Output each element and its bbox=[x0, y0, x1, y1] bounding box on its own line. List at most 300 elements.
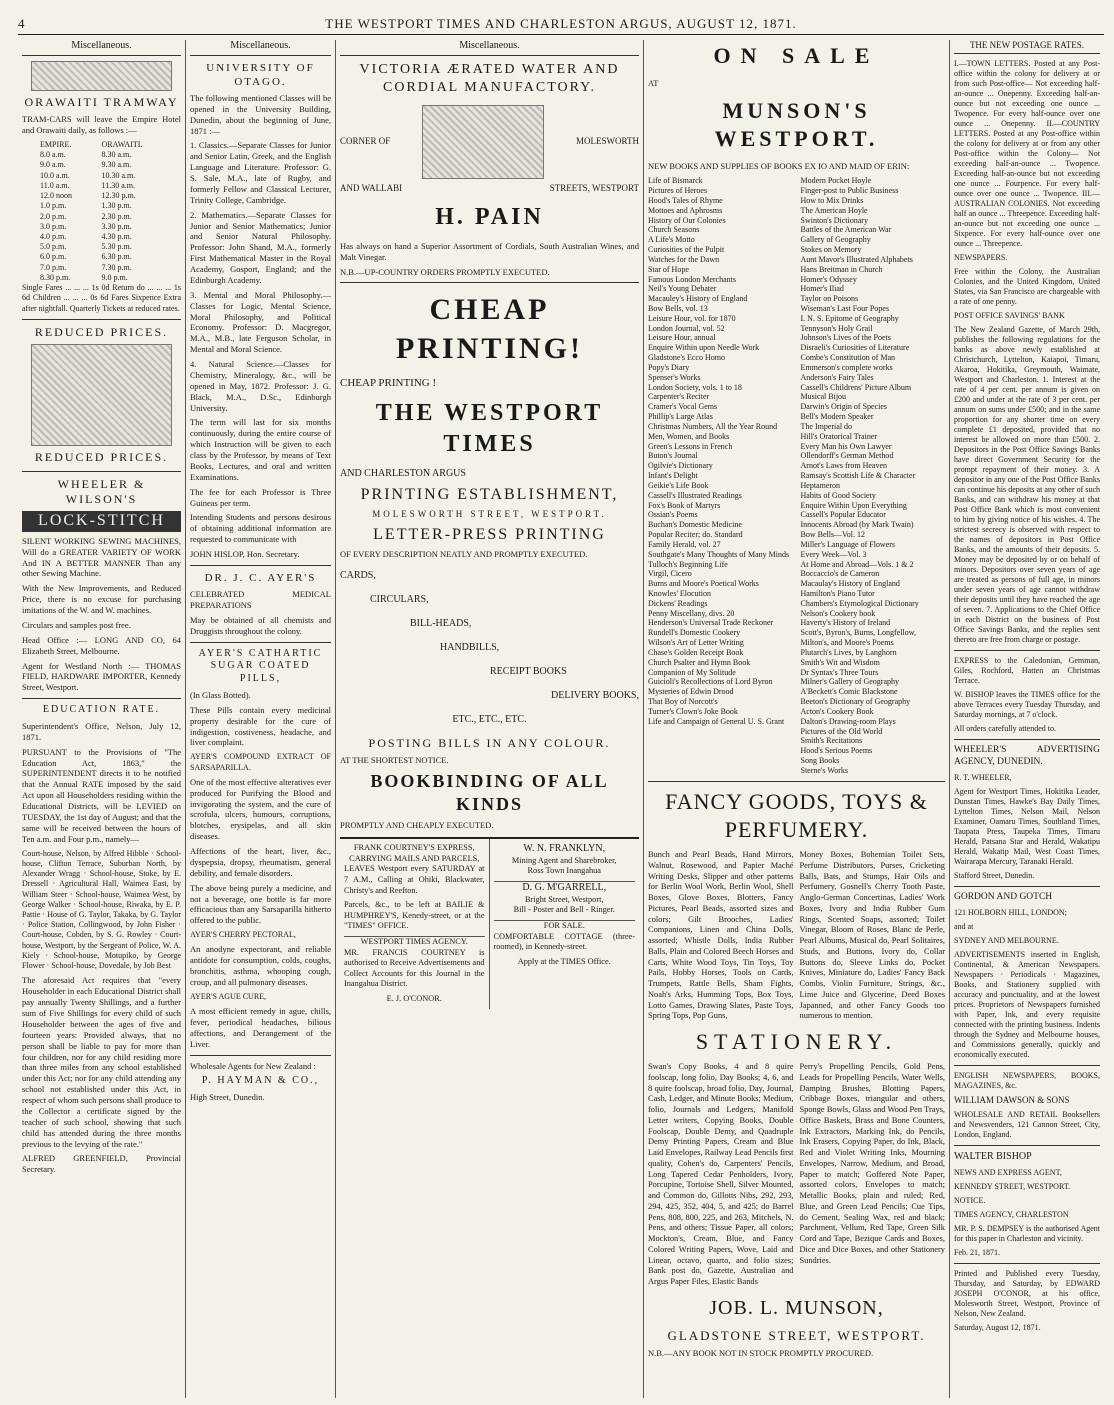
book-title: Rundell's Domestic Cookery bbox=[648, 628, 741, 638]
westport-times-big: THE WESTPORT TIMES bbox=[375, 400, 604, 458]
book-title: Buton's Journal bbox=[648, 451, 698, 461]
book-title: Enquire Within upon Needle Work bbox=[648, 343, 760, 353]
pain-body: Has always on hand a Superior Assortment of Cordials, South Australian Wines, and Malt Vinegar. bbox=[340, 240, 639, 262]
book-title: Habits of Good Society bbox=[800, 490, 876, 500]
book-title: The American Hoyle bbox=[800, 205, 868, 215]
letter-press-printing: LETTER-PRESS PRINTING bbox=[373, 525, 606, 543]
tram-cell: 9.0 a.m. bbox=[40, 160, 66, 170]
tram-cell: 4.0 p.m. bbox=[40, 232, 67, 242]
book-title: Henderson's Universal Trade Reckoner bbox=[648, 618, 774, 628]
times-agency-charleston: TIMES AGENCY, CHARLESTON bbox=[954, 1209, 1069, 1219]
cheap-printing-small: CHEAP PRINTING ! bbox=[340, 377, 437, 390]
tram-illustration bbox=[31, 61, 173, 91]
book-title: Popy's Diary bbox=[648, 362, 690, 372]
courtney-title: FRANK COURTNEY'S EXPRESS, bbox=[353, 843, 475, 853]
book-title: Johnson's Lives of the Poets bbox=[800, 333, 891, 343]
tram-header-orawaiti: ORAWAITI. bbox=[101, 139, 143, 149]
dawson-sub: WHOLESALE AND RETAIL Booksellers and Newsvenders, 121 Cannon Street, City, London, England. bbox=[954, 1110, 1100, 1140]
bookbinding-subtitle: PROMPTLY AND CHEAPLY EXECUTED. bbox=[340, 820, 494, 831]
pain-nb: N.B.—UP-COUNTRY ORDERS PROMPTLY EXECUTED. bbox=[340, 266, 550, 277]
book-title: Song Books bbox=[800, 756, 840, 766]
every-description: OF EVERY DESCRIPTION NEATLY AND PROMPTLY EXECUTED. bbox=[340, 549, 588, 560]
posting-bills: POSTING BILLS IN ANY COLOUR. bbox=[368, 735, 611, 750]
book-title: Sterne's Works bbox=[800, 765, 849, 775]
wheeler-agency-body: Agent for Westport Times, Hokitika Leader, Dunstan Times, Hawke's Bay Daily Times, Lyttelton Times, Nelson Mail, Nelson Examiner, Oamaru Times, Southland Times, Taupata Press, Taupeka Times, Timaru Herald, Patsana Star and Herald, Wakatipu Herald, Wakatip Mail, West Coast Times, Wairarapa Mercury, Taranaki Herald. bbox=[954, 787, 1100, 866]
tram-cell: 3.30 p.m. bbox=[101, 221, 132, 231]
book-title: Church Seasons bbox=[648, 225, 700, 235]
tram-cell: 1.30 p.m. bbox=[101, 201, 132, 211]
column-4 bbox=[644, 40, 950, 1398]
molesworth-street: MOLESWORTH STREET, WESTPORT. bbox=[372, 509, 607, 520]
wallabi-row bbox=[340, 183, 639, 195]
book-title: Gallery of Geography bbox=[800, 235, 871, 245]
corner-row bbox=[340, 101, 639, 183]
printing-item: CIRCULARS, bbox=[370, 593, 429, 605]
tram-cell: 4.30 p.m. bbox=[101, 232, 132, 242]
tram-cell: 7.0 p.m. bbox=[40, 262, 67, 272]
book-title: Disraeli's Curiosities of Literature bbox=[800, 343, 910, 353]
printing-item: BILL-HEADS, bbox=[410, 617, 472, 629]
book-title: Dalton's Drawing-room Plays bbox=[800, 716, 896, 726]
book-title: Haverty's History of Ireland bbox=[800, 618, 891, 628]
book-title: London Society, vols. 1 to 18 bbox=[648, 382, 742, 392]
agency-signature: E. J. O'CONOR. bbox=[386, 993, 442, 1003]
newspapers-body: Free within the Colony, the Australian Colonies, and the United Kingdom, United States, via San Francisco are chargeable with a rate of one penny. bbox=[954, 267, 1100, 307]
stationery-left: Swan's Copy Books, 4 and 8 quire foolscap, long folio, Day Books; 4, 6, and 8 quire foolscap, broad folio, Day, Journal, Cash, Ledger, and Minute Books; Medium, folio, Journals and Ledgers, Manifold Letter writers, Copying Books, Double Foolscap, Double Demy, and Quadruple Demy Printing Papers, Cream and Blue Laid Envelopes, Railway Lead Pencils first quality, Cohen's do, Carpenters' Pencils, Long Tapered Cedar Penholders, Ivory, Porcupine, Tortoise Shell, Silver Mounted, and Common do, Gillotts Nibs, 292, 293, 294, 425, 352, 404, 5, and 425; do Barrel Pens, 808, 800, 225, and 263, Mitchels, N. Pens, and others; Tissue Paper, all colors; Mockton's, Cream, Blue, and Fancy Colored Writing Papers, Wove, Laid and Linear, octavo, quarto, and folio sizes; Bank post do, Gazette, Australian and Argus Paper Files, Elastic Bands bbox=[648, 1062, 794, 1287]
book-title: Ollendorff's German Method bbox=[800, 451, 894, 461]
cheap-printing-big: CHEAP PRINTING! bbox=[395, 293, 583, 365]
book-title: Smith's Wit and Wisdom bbox=[800, 657, 880, 667]
sarsaparilla-body2: Affections of the heart, liver, &c., dyspepsia, dropsy, rheumatism, general debility, and female disorders. bbox=[190, 846, 331, 878]
book-title: Mysteries of Edwin Drood bbox=[648, 687, 734, 697]
book-title: Pictures of Heroes bbox=[648, 186, 708, 196]
franklyn-address: Ross Town Inangahua bbox=[527, 866, 601, 876]
reduced-prices-bottom: REDUCED PRICES. bbox=[34, 450, 169, 465]
education-signature: ALFRED GREENFIELD, Provincial Secretary. bbox=[22, 1153, 181, 1175]
tram-cell: 8.30 p.m. bbox=[40, 272, 71, 282]
book-title: Bow Bells—Vol. 12 bbox=[800, 530, 866, 540]
book-title: Beeton's Dictionary of Geography bbox=[800, 697, 911, 707]
courtney-body: LEAVES Westport every SATURDAY at 7 A.M., Calling at Ohiki, Blackwater, Christy's and Reefton. bbox=[344, 864, 485, 895]
wheeler-wilson-circulars: Circulars and samples post free. bbox=[22, 619, 131, 630]
book-title: Cassell's Popular Educator bbox=[800, 510, 886, 520]
printing-establishment: PRINTING ESTABLISHMENT, bbox=[360, 485, 619, 503]
hayman-name: P. HAYMAN & CO., bbox=[201, 1075, 320, 1087]
wheeler-wilson-body: SILENT WORKING SEWING MACHINES, Will do a GREATER VARIETY OF WORK And IN A BETTER MANNER Than any other Sewing Machine. bbox=[22, 535, 181, 579]
book-title: Anderson's Fairy Tales bbox=[800, 372, 874, 382]
bishop-ad: W. BISHOP leaves the TIMES office for the above Terraces every Tuesday Thursday, and Saturday mornings, at 7 o'clock. bbox=[954, 690, 1100, 720]
book-title: Scott's, Byron's, Burns, Longfellow, Milton's, and Moore's Poems bbox=[800, 628, 916, 648]
column-1 bbox=[18, 40, 186, 1398]
book-title: How to Mix Drinks bbox=[800, 195, 864, 205]
walter-subtitle: NEWS AND EXPRESS AGENT, bbox=[954, 1167, 1062, 1177]
bookbinding-title: BOOKBINDING OF ALL KINDS bbox=[370, 771, 609, 815]
book-title: Knowles' Elocution bbox=[648, 589, 711, 598]
stationery-body bbox=[648, 1062, 945, 1288]
stationery-right: Perry's Propelling Pencils, Gold Pens, Leads for Propelling Pencils, Water Wells, Damping Brushes, Blotting Papers, Cribbage Boxes, triangular and others, Sponge Bowls, Glass and Wood Pen Trays, Office Baskets, Brass and Bone Counters, Ink Extractors, Marking Ink, do Pencils, Ink Erasers, Copying Paper, do Ink, Black, Red and Violet Writing Inks, Mourning Envelopes, Narrow, Medium, and Broad, Paper to match; Goffered Note Paper, assorted colors, Envelopes to match; Metallic Books, plain and ruled; Red, Blue, and Green Lead Pencils; Cue Tips, do Cement, Sealing Wax, red and black; Parchment, Vellum, Red Tape, Green Silk Cord and Tape, Bezique Cards and Boxes, Dice and Dice Boxes, and other Stationery Sundries. bbox=[799, 1062, 945, 1265]
dempsey-date: Feb. 21, 1871. bbox=[954, 1247, 1000, 1257]
book-title: Life of Bismarck bbox=[648, 176, 703, 186]
notice-title: NOTICE. bbox=[954, 1195, 986, 1205]
book-title: At Home and Abroad—Vols. 1 & 2 bbox=[800, 559, 914, 569]
book-title: A'Beckett's Comic Blackstone bbox=[800, 687, 898, 697]
column-2 bbox=[186, 40, 336, 1398]
tram-header-empire: EMPIRE. bbox=[40, 139, 72, 149]
tram-cell: 10.30 a.m. bbox=[101, 170, 136, 180]
book-title: Pictures of the Old World bbox=[800, 726, 883, 736]
tram-cell: 10.0 a.m. bbox=[40, 170, 70, 180]
gordon-and: and at bbox=[954, 921, 974, 931]
education-body: PURSUANT to the Provisions of "The Education Act, 1863," the SUPERINTENDENT directs it to be notified that the Annual RATE imposed by the said Act upon all Householders residing within the Educational Districts, will be LEVIED on TUESDAY, the 1st day of August; and that the same will be received between the hours of Ten a.m. and Four p.m., namely— bbox=[22, 746, 181, 844]
ayer-pills-title: AYER'S CATHARTIC SUGAR COATED PILLS, bbox=[198, 647, 323, 685]
education-date: Superintendent's Office, Nelson, July 12, 1871. bbox=[22, 720, 181, 742]
victoria-title: VICTORIA ÆRATED WATER AND CORDIAL MANUFACTORY. bbox=[359, 61, 620, 95]
tram-cell: 9.30 a.m. bbox=[101, 160, 132, 170]
book-title: Miller's Language of Flowers bbox=[800, 539, 896, 549]
pain-name: H. PAIN bbox=[435, 204, 544, 231]
munsons-westport: MUNSON'S WESTPORT. bbox=[714, 98, 879, 152]
fancy-goods-right: Money Boxes, Bohemian Toilet Sets, Perfume Distributors, Purses, Cricketing Balls, Bats, and Stumps, Hair Oils and Perfumery, Gosnell's Cherry Tooth Paste, Anglo-German Concertinas, Ladies' Work Boxes, Ivory and India Rubber Gum Rings, Scented Soaps, assorted; Toilet Vinegar, Bloom of Roses, Blanc de Perle, Pearl Albums, Musical do, Pearl Solitaires, Studs, and Buttons, Ivory do, Collar Buttons do, Sleeve Links do, Pocket Knives, Miniature do, Ladies' Fancy Back Combs, Violin Furniture, Strings, &c., Lime Juice and Glycerine, Deed Boxes Japanned, and other Fancy Goods too numerous to mention. bbox=[799, 850, 945, 1021]
book-title: Finger-post to Public Business bbox=[800, 186, 899, 196]
university-item: 2. Mathematics.—Separate Classes for Junior and Senior Mathematics; Junior and Senior Natural Philosophy. Professor: John Shand, M.A., formerly First Mathematical Master in the Royal Academy, Gosport, England; and the Edinburgh Academy. bbox=[190, 209, 331, 285]
reduced-prices-top: REDUCED PRICES. bbox=[34, 324, 169, 339]
hayman-address: High Street, Dunedin. bbox=[190, 1092, 265, 1103]
books-left-column bbox=[648, 176, 793, 776]
walter-bishop: WALTER BISHOP bbox=[954, 1151, 1032, 1163]
sarsaparilla-body3: The above being purely a medicine, and not a beverage, one bottle is far more efficacious than any Sarsaparilla hitherto offered to the public. bbox=[190, 882, 331, 926]
book-title: Church Psalter and Hymn Book bbox=[648, 657, 751, 667]
university-fee: The fee for each Professor is Three Guineas per term. bbox=[190, 486, 331, 508]
all-orders: All orders carefully attended to. bbox=[954, 724, 1056, 734]
gordon-address: 121 HOLBORN HILL, LONDON; bbox=[954, 907, 1067, 917]
book-title: Burns and Moore's Poetical Works bbox=[648, 579, 759, 589]
book-title: Bell's Modern Speaker bbox=[800, 412, 874, 422]
university-item: 4. Natural Science.—Classes for Chemistry, Mineralogy, &c., will be opened in May, 1872. Professor: J. G. Black, M.A., D.Sc., Edinburgh University. bbox=[190, 359, 331, 413]
book-title: A Life's Motto bbox=[648, 235, 695, 245]
tram-timetable bbox=[22, 140, 181, 283]
cottage-body: COMFORTABLE COTTAGE (three-roomed), in Kennedy-street. bbox=[493, 931, 635, 952]
tram-cell: 12.30 p.m. bbox=[101, 191, 136, 201]
fancy-goods-title: FANCY GOODS, TOYS & PERFUMERY. bbox=[665, 788, 928, 842]
book-title: Virgil, Cicero bbox=[648, 569, 692, 579]
sewing-woman-illustration bbox=[31, 344, 173, 446]
book-title: Battles of the American War bbox=[800, 225, 892, 235]
book-title: Famous London Merchants bbox=[648, 274, 736, 284]
book-title: Aunt Mavor's Illustrated Alphabets bbox=[800, 254, 913, 264]
ayer-pills-body: These Pills contain every medicinal property desirable for the cure of indigestion, costiveness, headache, and liver complaint. bbox=[190, 704, 331, 748]
book-title: Cassell's Childrens' Picture Album bbox=[800, 382, 912, 392]
book-title: Nelson's Cookery book bbox=[800, 608, 876, 618]
book-title: I. N. S. Epitome of Geography bbox=[800, 313, 899, 323]
wallabi-right: STREETS, WESTPORT bbox=[549, 182, 639, 193]
corner-left: CORNER OF bbox=[340, 135, 391, 146]
books-intro: NEW BOOKS AND SUPPLIES OF BOOKS EX IO AND MAID OF ERIN: bbox=[648, 161, 910, 172]
book-title: Fox's Book of Martyrs bbox=[648, 500, 721, 510]
wheeler-agency-title: WHEELER'S ADVERTISING AGENCY, DUNEDIN. bbox=[954, 745, 1100, 768]
lock-stitch-banner: LOCK-STITCH bbox=[22, 511, 181, 531]
book-title: Macaulay's History of England bbox=[800, 579, 900, 589]
savings-body: The New Zealand Gazette, of March 29th, publishes the following regulations for the banks as above newly established at Christchurch, Lyttelton, Kaiapoi, Timaru, Akaroa, Hokitika, Greymouth, Waimate, Westport and Charleston. 1. Interest at the rate of 4 per cent. per annum is given on £200 and under at the rate of 3 per cent. per annum on sums under £500; and in the same proportion for any shorter time on every complete £1 deposited, provided that no interest be allowed on more than £500. 2. Depositors in the Post Office Savings Banks have direct Government Security for the prompt repayment of their money. 3. A depositor in any one of the Post Office Banks can continue his deposits at any other of such Banks, and can withdraw his money at that Post Office Bank which is most convenient to him by giving notice of his wishes. 4. The strictest secrecy is observed with respect to the names of depositors in Post Office Banks, and the amounts of their deposits. 5. Money may be deposited by or on behalf of minors. Depositors over seven years of age are treated as persons of full age, in minors under seven years of age cannot withdraw their deposits until they have reached the age of seven. 7. Applications to the Chief Office in each District on the business of Post Office Savings Banks, and the replies sent thereto are free from charge or postage. bbox=[954, 325, 1100, 645]
books-right-column bbox=[801, 176, 946, 776]
book-title: Dr Syntax's Three Tours bbox=[800, 667, 879, 677]
book-title: Dickens' Readings bbox=[648, 598, 708, 608]
book-title: Taylor on Poisons bbox=[800, 294, 859, 304]
sarsaparilla-body: One of the most effective alteratives ever produced for Purifying the Blood and invigorating the system, and the cure of scrofula, ulcers, humours, corruptions, blotches, erysipelas, and all skin diseases. bbox=[190, 776, 331, 842]
tram-cell: 12.0 noon bbox=[40, 191, 72, 201]
book-title: Innocents Abroad (by Mark Twain) bbox=[800, 520, 914, 530]
masthead bbox=[18, 14, 1104, 35]
university-intro: The following mentioned Classes will be opened in the University Building, Dunedin, about the beginning of June, 1871 :— bbox=[190, 92, 331, 136]
books-list bbox=[648, 176, 945, 776]
ayer-subtitle: CELEBRATED MEDICAL PREPARATIONS bbox=[190, 589, 331, 610]
wallabi-left: AND WALLABI bbox=[340, 182, 403, 193]
book-title: Heptameron bbox=[800, 480, 841, 490]
book-title: Curiosities of the Pulpit bbox=[648, 245, 725, 255]
cherry-pectoral-body: An anodyne expectorant, and reliable antidote for consumption, colds, coughs, bronchitis, asthma, whooping cough, croup, and all pulmonary diseases. bbox=[190, 944, 331, 987]
book-title: Southgate's Many Thoughts of Many Minds bbox=[648, 549, 790, 559]
book-title: Carpenter's Reciter bbox=[648, 392, 710, 402]
book-title: Mottoes and Aphrosms bbox=[648, 205, 723, 215]
book-title: Hamilton's Piano Tutor bbox=[800, 589, 875, 598]
agency-body: MR. FRANCIS COURTNEY is authorised to Receive Advertisements and Collect Accounts for this Journal in the Inangahua District. bbox=[344, 947, 485, 989]
for-sale-title: FOR SALE. bbox=[494, 920, 636, 932]
and-charleston-argus: AND CHARLESTON ARGUS bbox=[340, 467, 466, 479]
tram-intro: TRAM-CARS will leave the Empire Hotel and Orawaiti daily, as follows :— bbox=[22, 114, 181, 136]
tram-fares: Single Fares ... ... ... 1s 0d Return do ... ... ... 1s 6d Children ... ... ... 0s 6d Fares Sixpence Extra after nightfall. Quarterly Tickets at reduced rates. bbox=[22, 283, 181, 313]
wheeler-wilson-body2: With the New Improvements, and Reduced Price, there is no excuse for purchasing imitations of the W. and W. machines. bbox=[22, 583, 181, 616]
dawson-name: WILLIAM DAWSON & SONS bbox=[954, 1094, 1070, 1105]
courtney-body2: Parcels, &c., to be left at BAILIE & HUMPHREY'S, Kenedy-street, or at the "TIMES" OFFICE. bbox=[344, 900, 485, 931]
university-signature: JOHN HISLOP, Hon. Secretary. bbox=[190, 549, 300, 560]
tram-cell: 2.30 p.m. bbox=[101, 211, 132, 221]
book-title: Phillip's Large Atlas bbox=[648, 412, 713, 422]
book-title: Neil's Young Debater bbox=[648, 284, 717, 294]
courtney-subtitle: CARRYING MAILS AND PARCELS, bbox=[349, 853, 480, 863]
book-title: Watches for the Dawn bbox=[648, 254, 720, 264]
book-title: Popular Reciter; do. Standard bbox=[648, 530, 743, 540]
book-title: Combe's Constitution of Man bbox=[800, 353, 896, 363]
book-title: Wilson's Art of Letter Writing bbox=[648, 638, 744, 648]
book-title: Homer's Iliad bbox=[800, 284, 844, 294]
book-title: Homer's Odyssey bbox=[800, 274, 857, 284]
tram-title: ORAWAITI TRAMWAY bbox=[24, 94, 179, 109]
book-title: Tennyson's Holy Grail bbox=[800, 323, 873, 333]
book-title: Wiseman's Last Four Popes bbox=[800, 303, 889, 313]
university-students: Intending Students and persons desirous of obtaining additional information are requested to communicate with bbox=[190, 512, 331, 545]
newspapers-title: NEWSPAPERS. bbox=[954, 253, 1008, 263]
job-munson: JOB. L. MUNSON, bbox=[709, 1296, 884, 1319]
book-title: Spenser's Works bbox=[648, 372, 701, 382]
column-header: Miscellaneous. bbox=[22, 40, 181, 56]
printing-item: RECEIPT BOOKS bbox=[490, 665, 567, 677]
franklyn-ad bbox=[490, 839, 640, 1009]
tram-cell: 11.30 a.m. bbox=[101, 180, 135, 190]
express-ad: EXPRESS to the Caledonian, Gemman, Giles, Rochford, Hatten an Christmas Terrace. bbox=[954, 656, 1100, 686]
book-title: Geikie's Life Book bbox=[648, 480, 709, 490]
book-title: Companion of My Solitude bbox=[648, 667, 736, 677]
book-title: Emmerson's complete works bbox=[800, 362, 893, 372]
book-title: Smith's Recitations bbox=[800, 736, 863, 746]
book-title: Acton's Cookery Book bbox=[800, 706, 874, 716]
imprint-date: Saturday, August 12, 1871. bbox=[954, 1322, 1041, 1332]
book-title: Milner's Gallery of Geography bbox=[800, 677, 900, 687]
book-title: Hood's Serious Poems bbox=[800, 746, 873, 756]
education-rate-title: EDUCATION RATE. bbox=[42, 704, 161, 716]
page-number: 4 bbox=[18, 16, 26, 31]
ayer-pills-subtitle: (In Glass Botted). bbox=[190, 689, 251, 700]
printing-items bbox=[340, 564, 639, 732]
wheeler-agency-address: Stafford Street, Dunedin. bbox=[954, 871, 1035, 880]
book-title: Chase's Golden Receipt Book bbox=[648, 647, 744, 657]
book-title: Macauley's History of England bbox=[648, 294, 748, 304]
advertisements-body: ADVERTISEMENTS inserted in English, Continental, & American Newspapers. Newspapers · Periodicals · Magazines, Books, and Stationery supplied with accuracy and punctuality, and at the lowest prices. Proprietors of Newspapers furnished with Paper, Ink, and every requisite connected with the printing business. Indents through the Sydney and Melbourne houses, and Commissions generally, quickly and economically executed. bbox=[954, 949, 1100, 1059]
column-5 bbox=[950, 40, 1104, 1398]
book-title: Modern Pocket Hoyle bbox=[800, 176, 872, 186]
book-title: Buchan's Domestic Medicine bbox=[648, 520, 742, 530]
cherry-pectoral-title: AYER'S CHERRY PECTORAL, bbox=[190, 930, 296, 940]
ayer-obtain: May be obtained of all chemists and Druggists throughout the colony. bbox=[190, 614, 331, 636]
gladstone-street: GLADSTONE STREET, WESTPORT. bbox=[667, 1327, 926, 1343]
book-title: Chambers's Etymological Dictionary bbox=[800, 598, 919, 608]
book-title: Star of Hope bbox=[648, 264, 689, 274]
small-ads-row bbox=[340, 837, 639, 1009]
book-title: The Imperial do bbox=[800, 421, 853, 431]
book-title: Every Man his Own Lawyer bbox=[800, 441, 892, 451]
franklyn-body: Mining Agent and Sharebroker, bbox=[511, 855, 617, 865]
walter-address: KENNEDY STREET, WESTPORT. bbox=[954, 1181, 1071, 1191]
book-title: London Journal, vol. 52 bbox=[648, 323, 725, 333]
book-title: Arnot's Laws from Heaven bbox=[800, 461, 888, 471]
book-title: Swinton's Dictionary bbox=[800, 215, 868, 225]
book-title: Stokes on Memory bbox=[800, 245, 862, 255]
garrell-name: D. G. M'GARRELL, bbox=[494, 881, 636, 895]
book-title: Ramsay's Scottish Life & Character bbox=[800, 471, 916, 481]
postage-title: THE NEW POSTAGE RATES. bbox=[954, 40, 1100, 54]
tram-cell: 6.0 p.m. bbox=[40, 252, 67, 262]
tram-cell: 3.0 p.m. bbox=[40, 221, 67, 231]
book-title: Bow Bells, vol. 13 bbox=[648, 303, 708, 313]
printing-item: CARDS, bbox=[340, 569, 376, 581]
corner-right: MOLESWORTH bbox=[576, 135, 639, 146]
book-title: Green's Lessons in French bbox=[648, 441, 733, 451]
printing-item: ETC., ETC., ETC. bbox=[452, 713, 527, 725]
book-title: Hood's Tales of Rhyme bbox=[648, 195, 723, 205]
tram-cell: 1.0 p.m. bbox=[40, 201, 67, 211]
book-title: Musical Bijou bbox=[800, 392, 847, 402]
book-title: That Boy of Norcott's bbox=[648, 697, 718, 707]
tram-cell: 9.0 p.m. bbox=[101, 272, 128, 282]
book-title: Every Week—Vol. 3 bbox=[800, 549, 867, 559]
university-item: 3. Mental and Moral Philosophy.—Classes for Logic, Mental Science, Moral Philosophy, and Political Economy. Professor: D. Macgregor, M.A., M.B., late Ferguson Scholar, in Mental and Moral Science. bbox=[190, 289, 331, 355]
tram-cell: 7.30 p.m. bbox=[101, 262, 132, 272]
apply-text: Apply at the TIMES Office. bbox=[517, 956, 611, 966]
tram-cell: 6.30 p.m. bbox=[101, 252, 132, 262]
book-title: Leisure Hour, vol. for 1870 bbox=[648, 313, 736, 323]
fancy-goods-body bbox=[648, 850, 945, 1022]
stationery-title: STATIONERY. bbox=[695, 1029, 898, 1055]
book-title: Gladstone's Ecco Homo bbox=[648, 353, 725, 363]
fancy-goods-left: Bunch and Pearl Beads, Hand Mirrors, Walnut, Rosewood, and Papier Maché Writing Desks, Slipper and other patterns for Berlin Wool Work, Berlin Wool, Shell Boxes, Glove Boxes, Blotters, Fancy Pictures, Pearl Beads, assorted sizes and colors; Gilt Brooches, Ladies' Companions, Linen and China Dolls, assorted; Whistle Dolls, India Rubber Balls, Plain and Colored Beech Horses and Carts, White Wood Toys, Tin Toys, Toy Pails, Hobby Horses, Tools on Cards, Trumpets, Rattle Bells, Sham Fights, Noah's Arks, Humming Tops, Box Toys, Lotto Games, Drawing Slates, Paste Toys, Spring Tops, Pop Guns, bbox=[648, 850, 794, 1021]
tram-cell: 5.0 p.m. bbox=[40, 242, 67, 252]
masthead-title: THE WESTPORT TIMES AND CHARLESTON ARGUS, AUGUST 12, 1871. bbox=[325, 16, 797, 31]
nb-procured: N.B.—ANY BOOK NOT IN STOCK PROMPTLY PROCURED. bbox=[648, 1348, 874, 1359]
agency-title: WESTPORT TIMES AGENCY. bbox=[344, 936, 485, 948]
column-header: Miscellaneous. bbox=[190, 40, 331, 56]
book-title: Enquire Within Upon Everything bbox=[800, 500, 907, 510]
education-body2: The aforesaid Act requires that "every Householder in each Educational District shall pay annually Twenty Shillings, and a further sum of Five Shillings for every child of such Householder between the ages of five and fourteen years: Provided always, that no person shall be liable to pay for more than four children, nor for any child residing more than three miles from any school established under this Act; nor for any child attending any school not established under this Act, in respect of whom such persons shall produce to the Collector a certificate signed by the teacher of such school, showing that such child has attended during the three months previous to the levying of the rate." bbox=[22, 975, 181, 1149]
university-title: UNIVERSITY OF OTAGO. bbox=[206, 61, 315, 88]
book-title: Ossian's Poems bbox=[648, 510, 698, 520]
book-title: Men, Women, and Books bbox=[648, 431, 730, 441]
book-title: Life and Campaign of General U. S. Grant bbox=[648, 716, 785, 726]
ague-cure-body: A most efficient remedy in ague, chills, fever, periodical headaches, bilious affections, and Derangement of the Liver. bbox=[190, 1006, 331, 1049]
book-title: Infant's Delight bbox=[648, 471, 698, 481]
book-title: Hill's Oratorical Trainer bbox=[800, 431, 878, 441]
on-sale-title: ON SALE bbox=[713, 43, 880, 68]
engine-illustration bbox=[422, 105, 544, 179]
book-title: Leisure Hour, annual bbox=[648, 333, 716, 343]
franklyn-name: W. N. FRANKLYN, bbox=[523, 843, 606, 855]
book-title: History of Our Colonies bbox=[648, 215, 726, 225]
courtney-ad bbox=[340, 839, 490, 1009]
book-title: Tulloch's Beginning Life bbox=[648, 559, 728, 569]
column-3 bbox=[336, 40, 644, 1398]
printing-item: DELIVERY BOOKS, bbox=[551, 689, 639, 701]
postage-body: I.—TOWN LETTERS. Posted at any Post-office within the colony for delivery at or from such Post-office— Not exceeding half-an-ounce ... Onepenny. Exceeding half-an-ounce but not exceeding one ounce ... Twopence. For every half-ounce over one ounce ... Onepenny. II.—COUNTRY LETTERS. Posted at any Post-office within the colony for delivery at or from any other Post-office within the Colony— Not exceeding half-an-ounce ... Twopence. Exceeding half-an-ounce but not exceeding one ounce ... Fourpence. For every half-ounce over one ounce ... Twopence. III.—AUSTRALIAN COLONIES. Not exceeding half an ounce ... Threepence. Exceeding half-an-ounce but not exceeding one ounce ... Sixpence. For every half-ounce over one ounce ... Threepence. bbox=[954, 59, 1100, 249]
tram-cell: 5.30 p.m. bbox=[101, 242, 132, 252]
book-title: Christmas Numbers, All the Year Round bbox=[648, 421, 778, 431]
tram-cell: 8.30 a.m. bbox=[101, 150, 132, 160]
book-title: Turner's Clown's Joke Book bbox=[648, 706, 738, 716]
book-title: Hans Breitman in Church bbox=[800, 264, 883, 274]
book-title: Cramer's Vocal Gems bbox=[648, 402, 718, 412]
at-text: AT bbox=[648, 78, 659, 89]
book-title: Family Herald, vol. 27 bbox=[648, 539, 721, 549]
garrell-trade: Bill - Poster and Bell - Ringer. bbox=[513, 905, 615, 915]
university-item: 1. Classics.—Separate Classes for Junior and Senior Latin, Greek, and the English Language and Literature. Professor: G. S. Sale, M.A., late of Rugby, and formerly Fellow and Classical Lecturer, Trinity College, Cambridge. bbox=[190, 140, 331, 205]
book-title: Guicioli's Recollections of Lord Byron bbox=[648, 677, 773, 687]
tram-cell: 11.0 a.m. bbox=[40, 180, 70, 190]
tram-cell: 2.0 p.m. bbox=[40, 211, 67, 221]
book-title: Plutarch's Lives, by Langhorn bbox=[800, 647, 897, 657]
column-header: Miscellaneous. bbox=[340, 40, 639, 56]
book-title: Ogilvie's Dictionary bbox=[648, 461, 713, 471]
shortest-notice: AT THE SHORTEST NOTICE. bbox=[340, 755, 449, 766]
wheeler-wilson-title: WHEELER & WILSON'S bbox=[57, 476, 146, 506]
university-terms: The term will last for six months continuously, during the entire course of which Instruction will be given to each class by the Professor, by means of Text Books, Lectures, and oral and written Examinations. bbox=[190, 417, 331, 482]
tram-cell: 8.0 a.m. bbox=[40, 150, 66, 160]
book-title: Cassell's Illustrated Readings bbox=[648, 490, 742, 500]
wholesale-agents: Wholesale Agents for New Zealand : bbox=[190, 1060, 316, 1071]
printing-item: HANDBILLS, bbox=[440, 641, 500, 653]
garrell-address: Bright Street, Westport, bbox=[525, 894, 604, 904]
wheeler-wilson-office: Head Office :— LONG AND CO, 64 Elizabeth Street, Melbourne. bbox=[22, 634, 181, 656]
english-newspapers: ENGLISH NEWSPAPERS, BOOKS, MAGAZINES, &c. bbox=[954, 1070, 1100, 1090]
savings-title: POST OFFICE SAVINGS' BANK bbox=[954, 311, 1065, 321]
ague-cure-title: AYER'S AGUE CURE, bbox=[190, 991, 267, 1001]
wheeler-wilson-agent: Agent for Westland North :— THOMAS FIELD, HARDWARE IMPORTER, Kennedy Street, Westport. bbox=[22, 660, 181, 693]
imprint: Printed and Published every Tuesday, Thursday, and Saturday, by EDWARD JOSEPH O'CONOR, at his office, Molesworth Street, Westport, Province of Nelson, New Zealand. bbox=[954, 1268, 1100, 1318]
book-title: Boccaccio's de Cameron bbox=[800, 569, 880, 579]
book-title: Penny Miscellany, divs. 20 bbox=[648, 608, 735, 618]
wheeler-agency-name: R. T. WHEELER, bbox=[954, 773, 1012, 782]
book-title: Darwin's Origin of Species bbox=[800, 402, 888, 412]
ayer-title: DR. J. C. AYER'S bbox=[204, 571, 317, 584]
gordon-gotch: GORDON AND GOTCH bbox=[954, 892, 1053, 902]
dempsey-body: MR. P. S. DEMPSEY is the authorised Agent for this paper in Charleston and vicinity. bbox=[954, 1223, 1100, 1243]
gordon-cities: SYDNEY AND MELBOURNE. bbox=[954, 935, 1059, 945]
education-places: Court-house, Nelson, by Alfred Hibble · School-house, Clifton Terrace, Suburban North, by Alexander Wragg · School-house, Stoke, by E. Dressell · Agricultural Hall, Waimea East, by William Steer · School-house, Waimea West, by George Walker · School-house, Riwaka, by E. P. Pattie · House of G. Taylor, Takaka, by G. Taylor · Police Station, Collingwood, by John Fisher · Court-house, Cobden, by S. G. Rowley · Court-house, Westport, by the Sergeant of Police, W. A. Kiely · School-house, Motupiko, by George Flower · School-house, Dovedale, by Job Best bbox=[22, 848, 181, 971]
